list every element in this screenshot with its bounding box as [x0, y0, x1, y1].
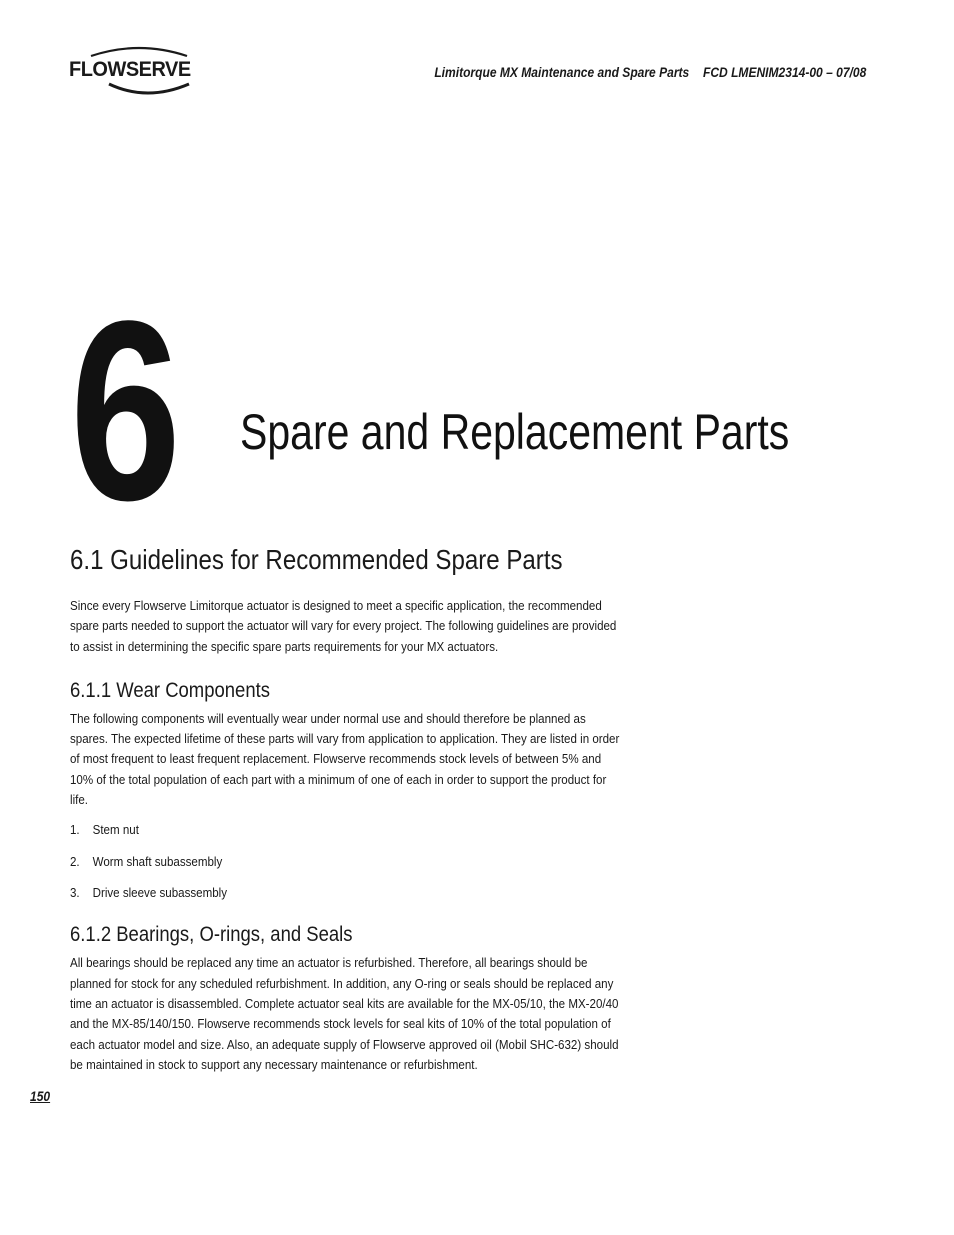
- chapter-number: 6: [70, 268, 182, 554]
- list-item: 1. Stem nut: [70, 822, 139, 838]
- main-content: [70, 544, 670, 1085]
- flowserve-logo: [69, 44, 209, 96]
- page-number: 150: [30, 1088, 51, 1104]
- running-header: [434, 64, 866, 80]
- section-heading-6-1-1: 6.1.1 Wear Components: [70, 678, 270, 702]
- chapter-title: Spare and Replacement Parts: [240, 404, 790, 460]
- document-title: Limitorque MX Maintenance and Spare Parts: [434, 64, 689, 80]
- list-item: 2. Worm shaft subassembly: [70, 853, 223, 869]
- document-code: FCD LMENIM2314-00 – 07/08: [702, 64, 866, 80]
- section-heading-6-1-2: 6.1.2 Bearings, O-rings, and Seals: [70, 923, 353, 947]
- wear-components-list: [70, 820, 670, 903]
- section-paragraph-6-1-1: The following components will eventually wear under normal use and should therefore be planned as spares. The expected lifetime of these parts will vary from application to application. They are listed in order of most frequent to least frequent replacement. Flowserve recommends stock levels of between 5% and 10% of the total population of each part with a minimum of one of each in order to support the product for life.: [70, 710, 620, 808]
- list-item: 3. Drive sleeve subassembly: [70, 885, 227, 901]
- logo-text: FLOWSERVE: [69, 58, 191, 81]
- section-paragraph-6-1-2: All bearings should be replaced any time an actuator is refurbished. Therefore, all bearings should be planned for stock for any scheduled refurbishment. In addition, any O-ring or seals should be replaced any time an actuator is disassembled. Complete actuator seal kits are available for the MX-05/10, the MX-20/40 and the MX-85/140/150. Flowserve recommends stock levels for seal kits of 10% of the total population of each actuator model and size. Also, an adequate supply of Flowserve approved oil (Mobil SHC-632) should be maintained in stock to support any necessary maintenance or refurbishment.: [70, 955, 619, 1072]
- section-paragraph-6-1: Since every Flowserve Limitorque actuator is designed to meet a specific application, the recommended spare parts needed to support the actuator will vary for every project. The following guidelines are provided to assist in determining the specific spare parts requirements for your MX actuators.: [70, 598, 617, 654]
- section-heading-6-1: 6.1 Guidelines for Recommended Spare Parts: [70, 544, 563, 575]
